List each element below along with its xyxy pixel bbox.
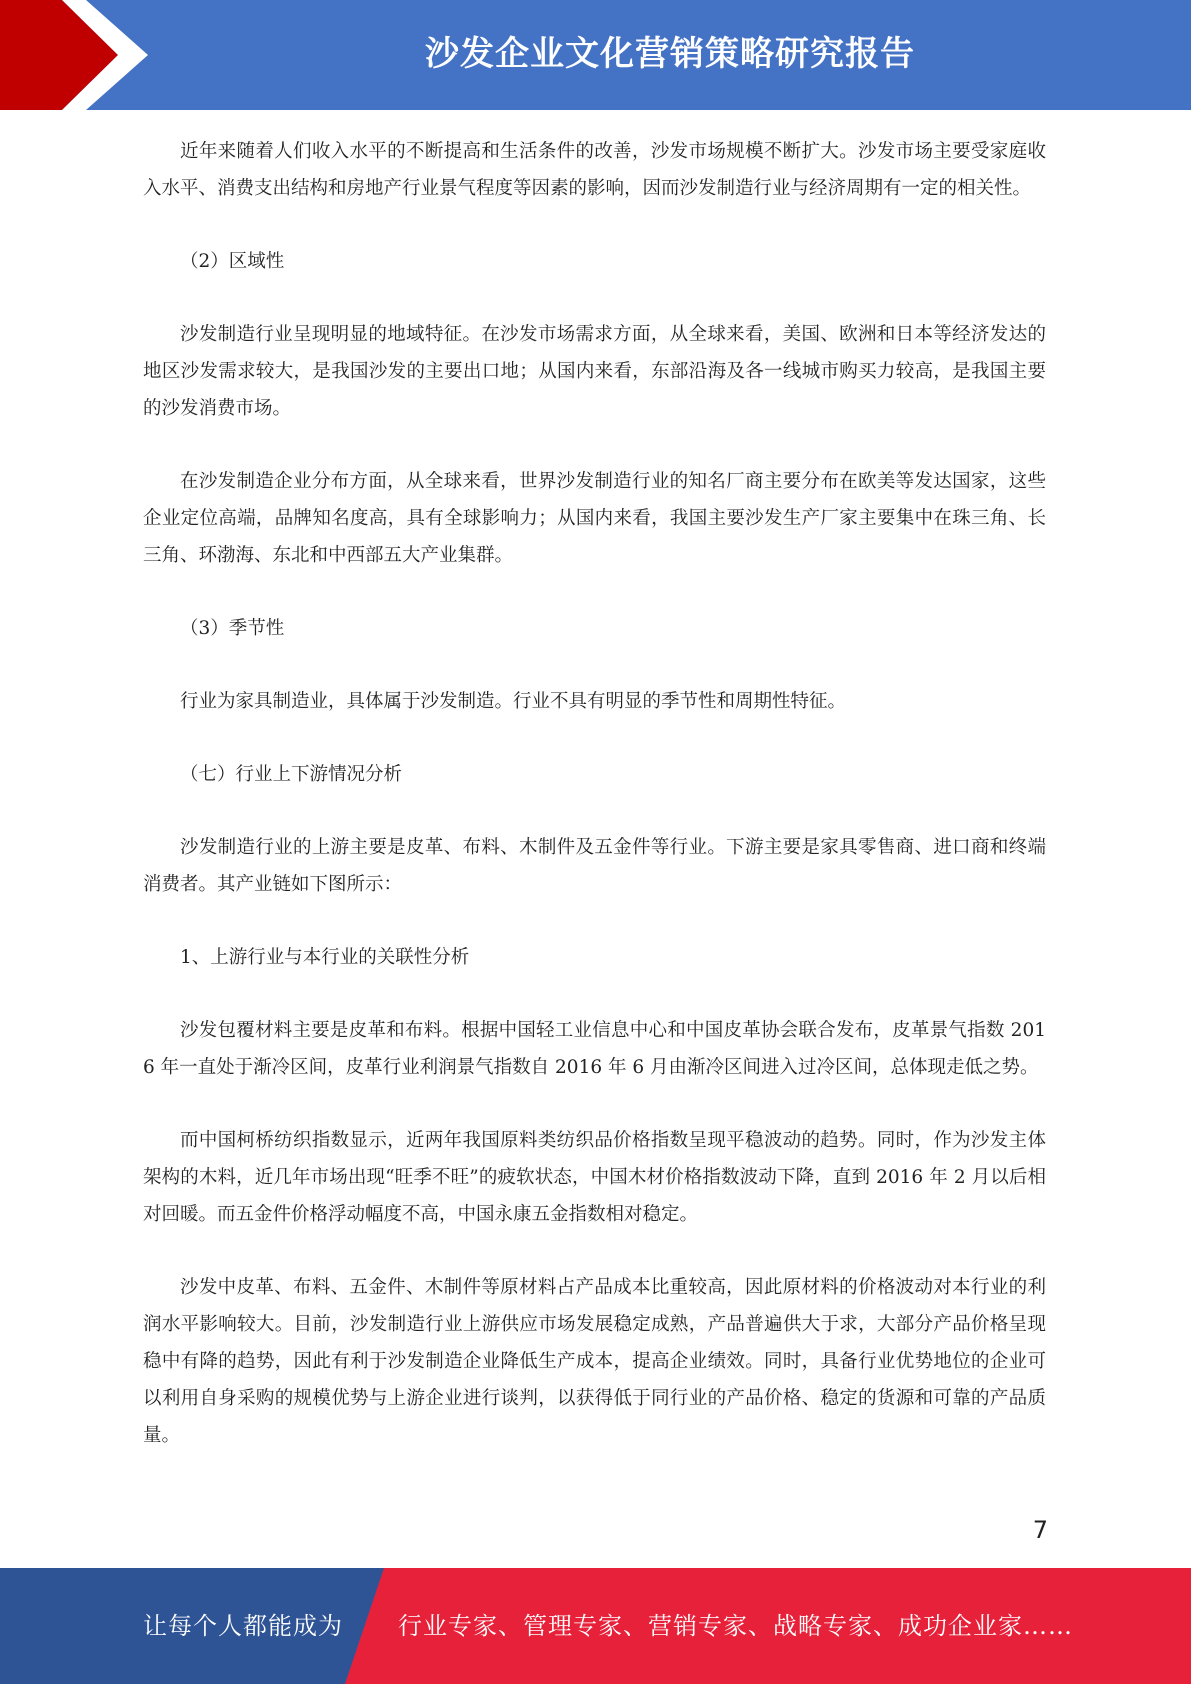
paragraph-regional-distribution: 在沙发制造企业分布方面，从全球来看，世界沙发制造行业的知名厂商主要分布在欧美等发达国家，这些企业定位高端，品牌知名度高，具有全球影响力；从国内来看，我国主要沙发生产厂家主要集中在珠三角、长三角、环渤海、东北和中西部五大产业集群。 <box>143 471 1046 566</box>
page-number: 7 <box>1032 1516 1048 1544</box>
paragraph-market-scale: 近年来随着人们收入水平的不断提高和生活条件的改善，沙发市场规模不断扩大。沙发市场主要受家庭收入水平、消费支出结构和房地产行业景气程度等因素的影响，因而沙发制造行业与经济周期有一定的相关性。 <box>143 141 1046 199</box>
paragraph-industry-chain: 沙发制造行业的上游主要是皮革、布料、木制件及五金件等行业。下游主要是家具零售商、进口商和终端消费者。其产业链如下图所示： <box>143 837 1046 895</box>
paragraph-textile-wood-hardware: 而中国柯桥纺织指数显示，近两年我国原料类纺织品价格指数呈现平稳波动的趋势。同时，作为沙发主体架构的木料，近几年市场出现“旺季不旺”的疲软状态，中国木材价格指数波动下降，直到 2016 年 2 月以后相对回暖。而五金件价格浮动幅度不高，中国永康五金指数相对稳定。 <box>143 1130 1046 1225</box>
paragraph-raw-material-cost: 沙发中皮革、布料、五金件、木制件等原材料占产品成本比重较高，因此原材料的价格波动对本行业的利润水平影响较大。目前，沙发制造行业上游供应市场发展稳定成熟，产品普遍供大于求，大部分产品价格呈现稳中有降的趋势，因此有利于沙发制造企业降低生产成本，提高企业绩效。同时，具备行业优势地位的企业可以利用自身采购的规模优势与上游企业进行谈判，以获得低于同行业的产品价格、稳定的货源和可靠的产品质量。 <box>143 1277 1046 1446</box>
heading-regional: （2）区域性 <box>180 251 285 272</box>
paragraph-leather-fabric: 沙发包覆材料主要是皮革和布料。根据中国轻工业信息中心和中国皮革协会联合发布，皮革景气指数 2016 年一直处于渐冷区间，皮革行业利润景气指数自 2016 年 6 月由渐冷区间进入过冷区间，总体现走低之势。 <box>143 1020 1046 1078</box>
heading-upstream-downstream: （七）行业上下游情况分析 <box>180 764 403 785</box>
heading-seasonal: （3）季节性 <box>180 618 285 639</box>
footer-slogan-right: 行业专家、管理专家、营销专家、战略专家、成功企业家…… <box>398 1612 1073 1640</box>
paragraph-seasonal: 行业为家具制造业，具体属于沙发制造。行业不具有明显的季节性和周期性特征。 <box>180 691 847 712</box>
heading-upstream-correlation: 1、上游行业与本行业的关联性分析 <box>180 947 470 968</box>
header-title: 沙发企业文化营销策略研究报告 <box>425 34 915 74</box>
footer-slogan-left: 让每个人都能成为 <box>143 1612 343 1640</box>
paragraph-regional-demand: 沙发制造行业呈现明显的地域特征。在沙发市场需求方面，从全球来看，美国、欧洲和日本等经济发达的地区沙发需求较大，是我国沙发的主要出口地；从国内来看，东部沿海及各一线城市购买力较高，是我国主要的沙发消费市场。 <box>143 324 1046 419</box>
page-header <box>0 0 1191 110</box>
document-body <box>143 133 1046 1490</box>
page-footer <box>0 1568 1191 1684</box>
